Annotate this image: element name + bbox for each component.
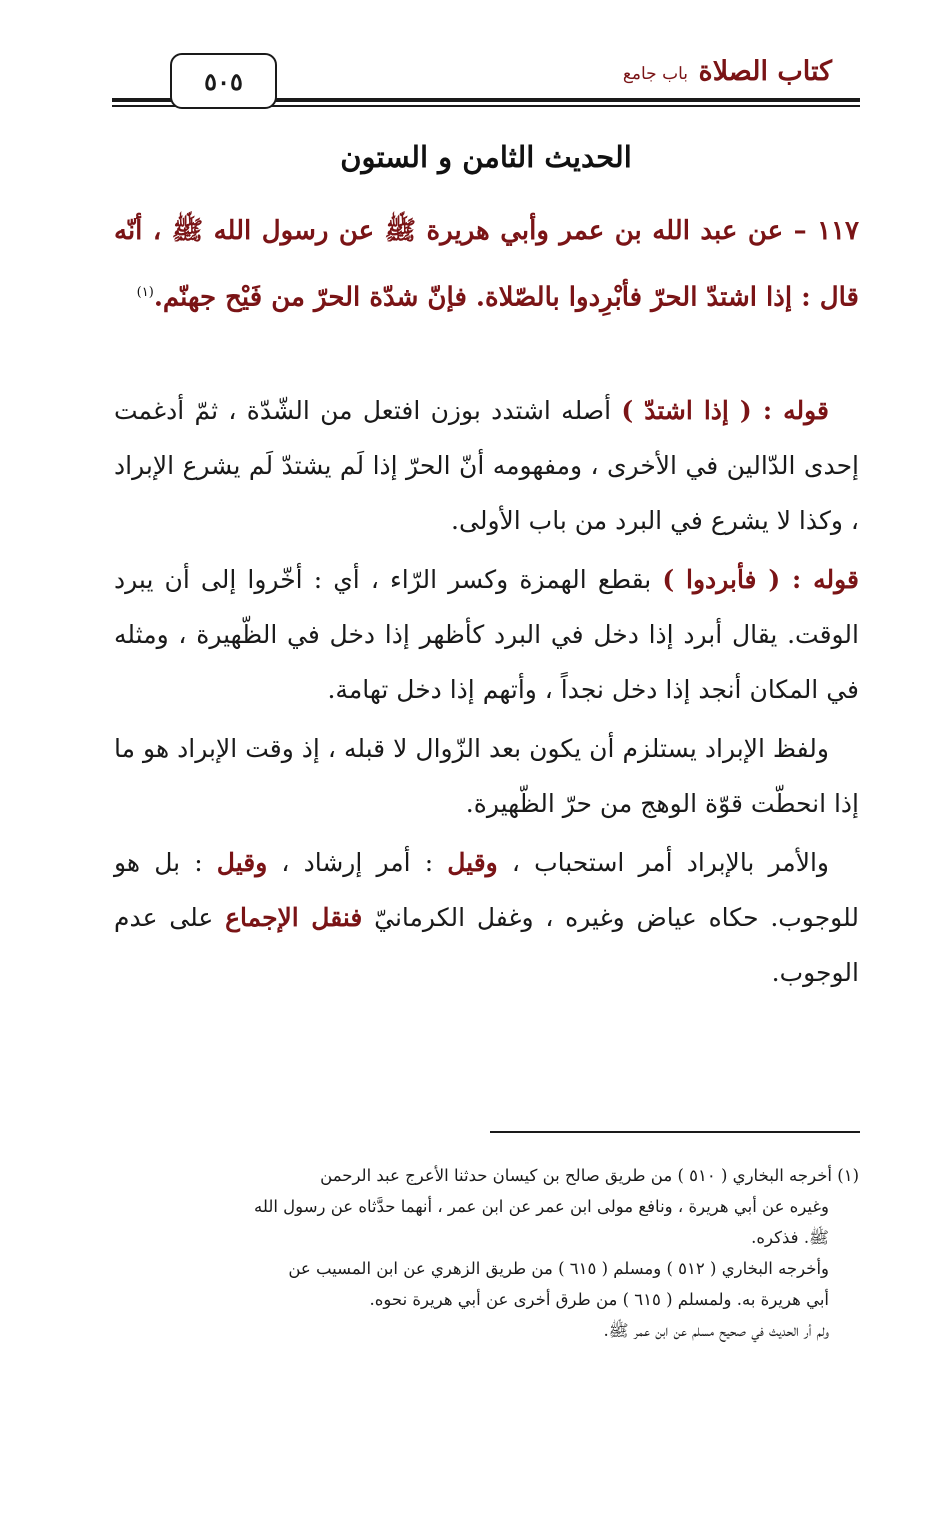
commentary-text: والأمر بالإبراد أمر استحباب ، [497, 848, 829, 877]
footnote-line: وأخرجه البخاري ( ٥١٢ ) ومسلم ( ٦١٥ ) من طريق الزهري عن ابن المسيب عن [288, 1259, 829, 1278]
commentary-label: قوله : ( إذا اشتدّ ) [621, 396, 829, 425]
commentary-highlight: وقيل [216, 848, 268, 877]
footnote-line: وغيره عن أبي هريرة ، ونافع مولى ابن عمر عن ابن عمر ، أنهما حدَّثاه عن رسول الله [254, 1197, 829, 1216]
hadith-body: – عن عبد الله بن عمر وأبي هريرة ﷺ عن رسول الله ﷺ ، أنّه قال : إذا اشتدّ الحرّ فأبْرِدوا بالصّلاة. فإنّ شدّة الحرّ من فَيْح جهنّم. [114, 216, 859, 313]
footnote-ref: (١) [136, 285, 154, 300]
commentary-highlight: وقيل [447, 848, 498, 877]
hadith-title: الحديث الثامن و الستون [340, 140, 632, 174]
hadith-text [114, 200, 859, 329]
footnote-line: ﷺ. فذكره. [751, 1228, 829, 1247]
commentary-label: قوله : ( فأبردوا ) [662, 565, 860, 594]
commentary-text: ولفظ الإبراد يستلزم أن يكون بعد الزّوال لا قبله ، إذ وقت الإبراد هو ما إذا انحطّت قوّة الوهج من حرّ الظّهيرة. [114, 734, 859, 818]
commentary-text: : بل هو للوجوب. حكاه عياض وغيره ، وغفل الكرمانيّ [114, 848, 859, 932]
commentary-text: : أمر إرشاد ، [267, 848, 448, 877]
book-title: كتاب الصلاة [698, 56, 832, 87]
footnote-line: ولم أر الحديث في صحيح مسلم عن ابن عمر ﷺ. [603, 1321, 829, 1340]
footnote-line: أبي هريرة به. ولمسلم ( ٦١٥ ) من طرق أخرى عن أبي هريرة نحوه. [369, 1290, 829, 1309]
chapter-title: باب جامع [622, 64, 688, 84]
commentary-paragraph [114, 835, 859, 1000]
commentary-highlight: فنقل الإجماع [225, 903, 363, 932]
commentary-paragraph [114, 552, 859, 717]
commentary-text: بقطع الهمزة وكسر الرّاء ، أي : أخّروا إلى أن يبرد الوقت. يقال أبرد إذا دخل في البرد كأظهر إذا دخل في الظّهيرة ، ومثله في المكان أنجد إذا دخل نجداً ، وأتهم إذا دخل تهامة. [114, 565, 859, 704]
commentary-paragraph [114, 721, 859, 831]
page-header [112, 50, 860, 112]
commentary-text: على عدم الوجوب. [114, 903, 859, 987]
commentary-text: أصله اشتدد بوزن افتعل من الشّدّة ، ثمّ أدغمت إحدى الدّالين في الأخرى ، ومفهومه أنّ الحرّ إذا لَم يشتدّ لَم يشرع الإبراد ، وكذا لا يشرع في البرد من باب الأولى. [114, 396, 859, 535]
footnote-line: (١) أخرجه البخاري ( ٥١٠ ) من طريق صالح بن كيسان حدثنا الأعرج عبد الرحمن [320, 1166, 859, 1185]
footnotes [114, 1160, 859, 1346]
commentary [114, 383, 859, 1004]
commentary-paragraph [114, 383, 859, 548]
footnote-separator [490, 1131, 860, 1133]
page-number: ٥٠٥ [170, 53, 277, 109]
hadith-number: ١١٧ [817, 216, 859, 246]
